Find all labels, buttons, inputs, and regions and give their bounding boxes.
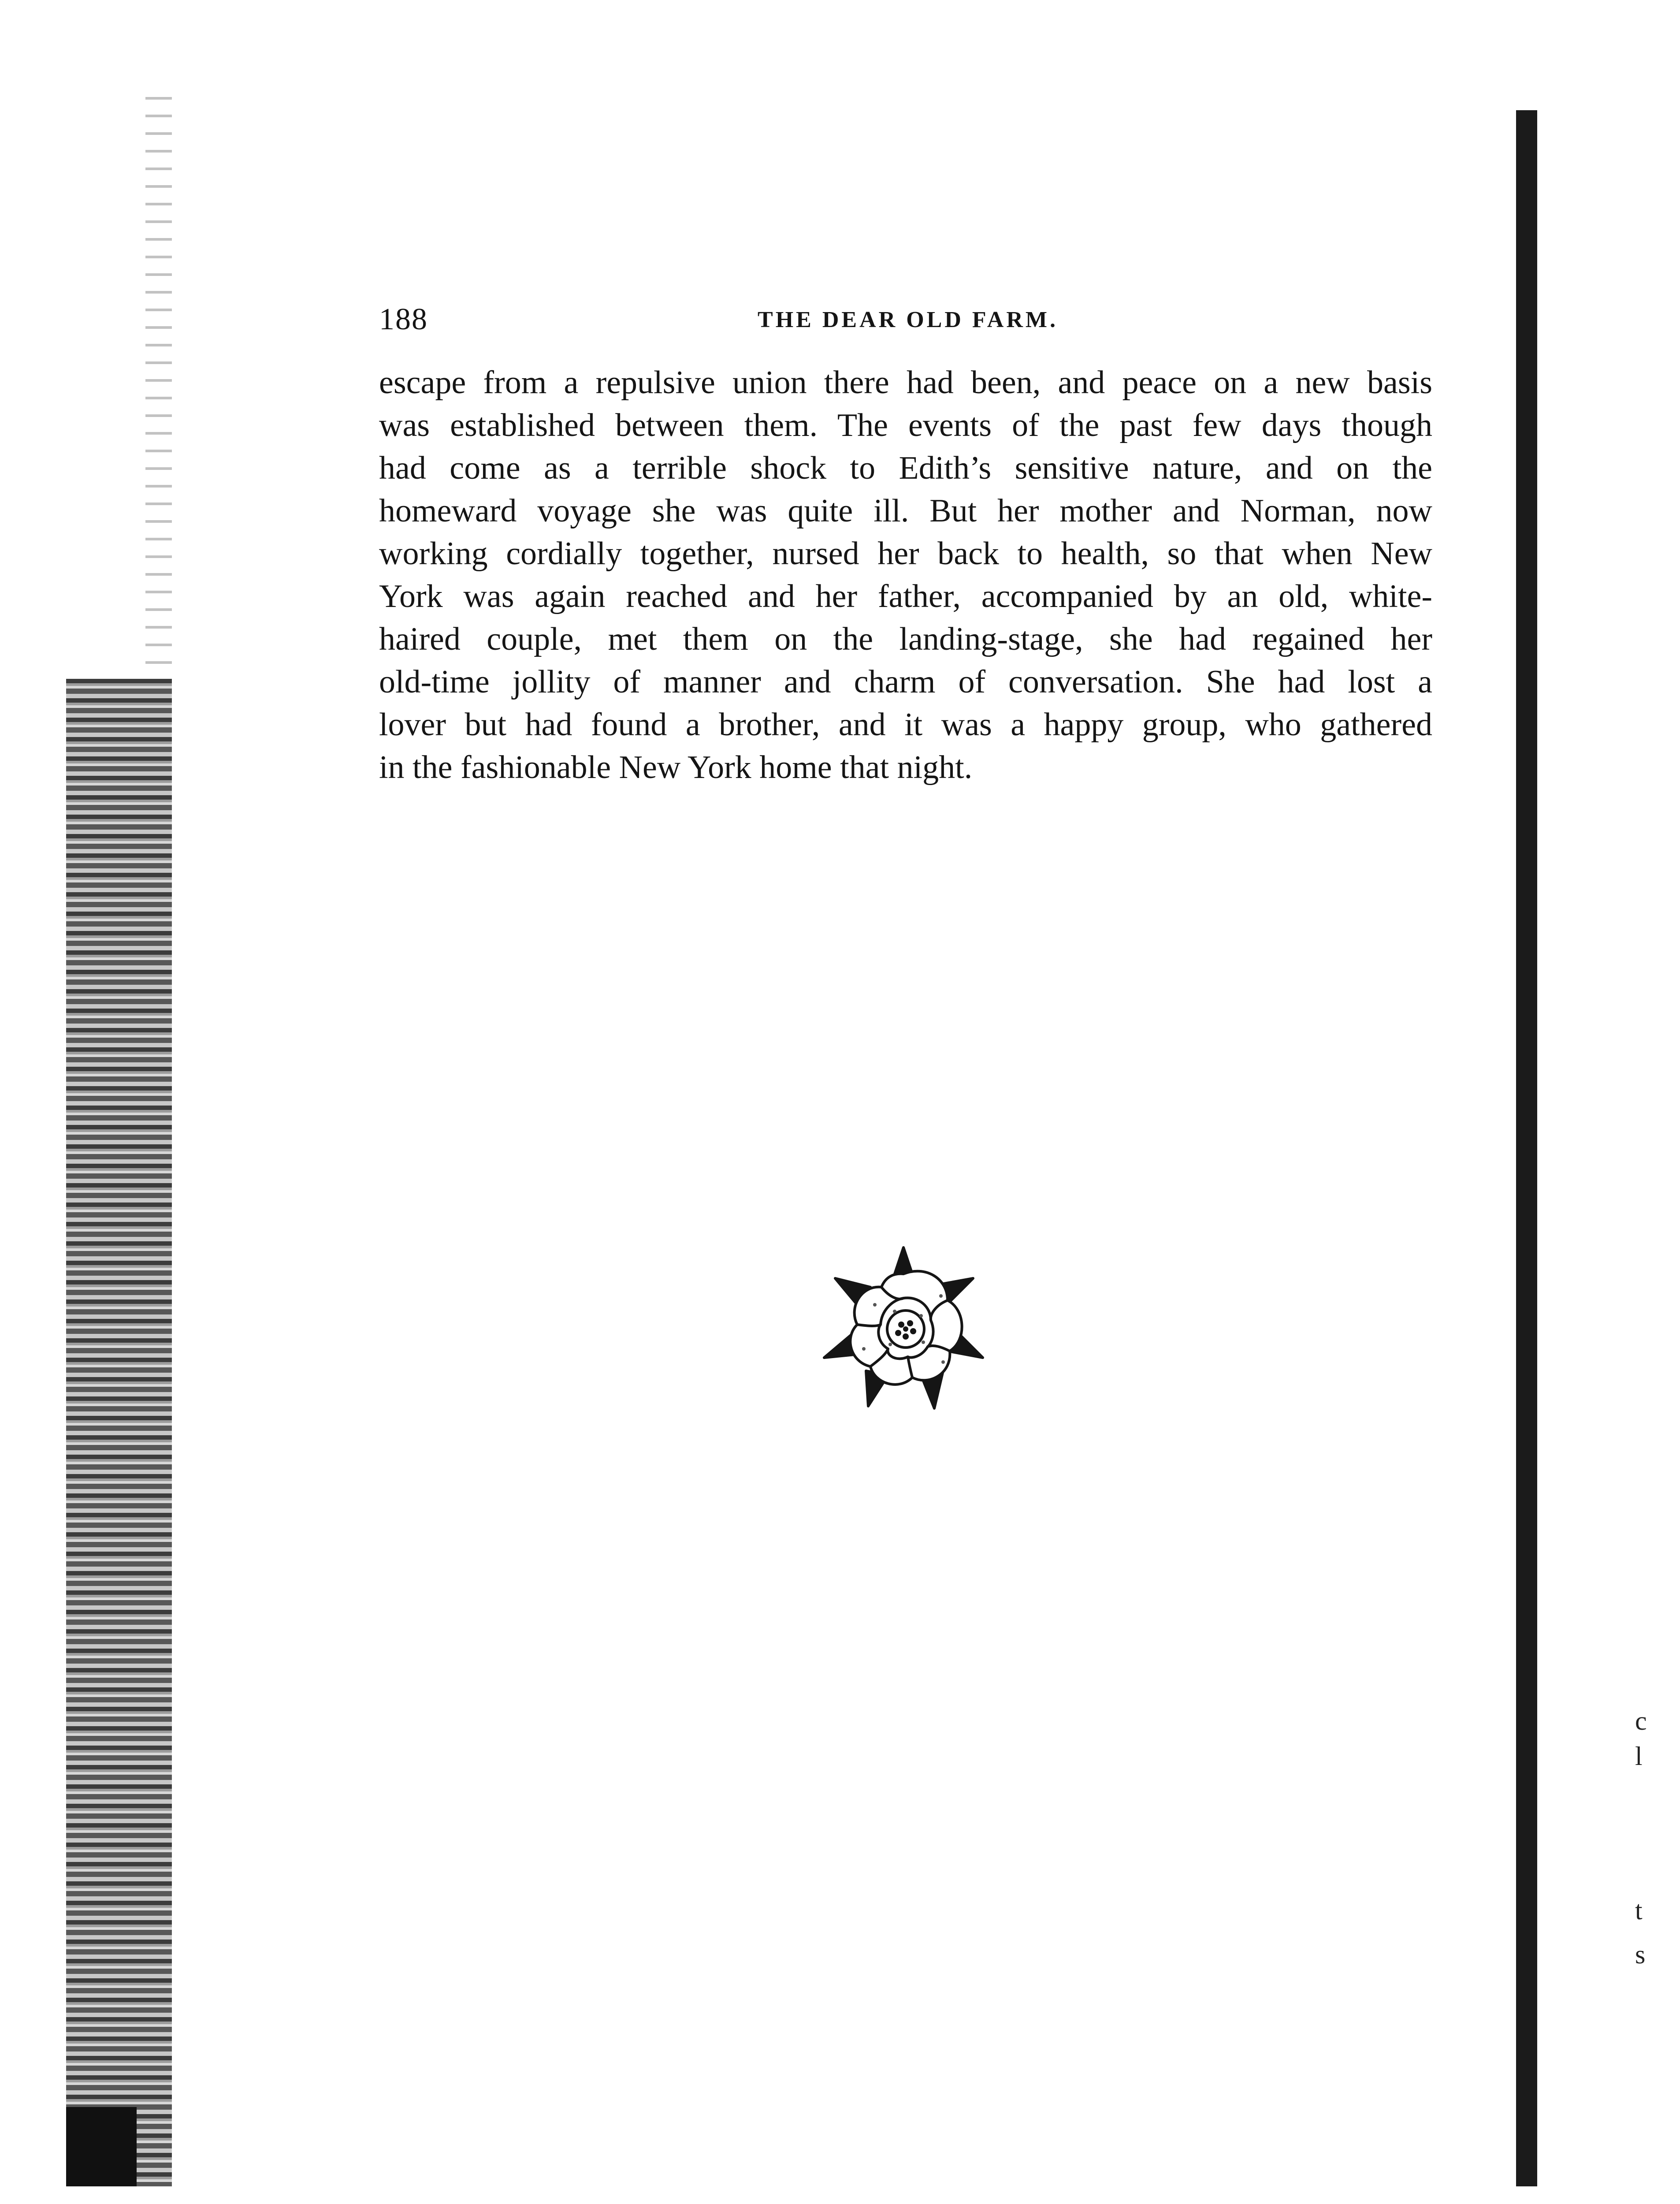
body-paragraph xyxy=(379,361,1432,789)
text-line: working cordially together, nursed her back to health, so that when New xyxy=(379,536,1432,572)
text-line: in the fashionable New York home that night. xyxy=(379,749,973,786)
text-line: homeward voyage she was quite ill. But her mother and Norman, now xyxy=(379,493,1432,529)
right-edge-bar xyxy=(1516,110,1537,2186)
text-line: old-time jollity of manner and charm of conversation. She had lost a xyxy=(379,664,1432,700)
text-line: lover but had found a brother, and it was a happy group, who gathered xyxy=(379,707,1432,743)
margin-fragment: c xyxy=(1635,1706,1647,1735)
rose-ornament-icon xyxy=(815,1239,992,1415)
margin-fragment: t xyxy=(1635,1896,1643,1925)
text-line: escape from a repulsive union there had been, and peace on a new basis xyxy=(379,365,1432,401)
text-line: haired couple, met them on the landing-stage, she had regained her xyxy=(379,621,1432,657)
page-number: 188 xyxy=(379,302,428,336)
margin-fragment: l xyxy=(1635,1742,1643,1771)
running-title: THE DEAR OLD FARM. xyxy=(758,307,1058,332)
text-line: was established between them. The events of the past few days though xyxy=(379,407,1432,443)
binding-edge xyxy=(66,679,172,2186)
running-head xyxy=(379,300,1437,339)
margin-fragment: s xyxy=(1635,1940,1646,1969)
binding-edge-upper xyxy=(145,97,172,679)
text-line: had come as a terrible shock to Edith’s sensitive nature, and on the xyxy=(379,450,1432,486)
binding-block xyxy=(66,2107,137,2186)
text-line: York was again reached and her father, accompanied by an old, white- xyxy=(379,578,1432,614)
